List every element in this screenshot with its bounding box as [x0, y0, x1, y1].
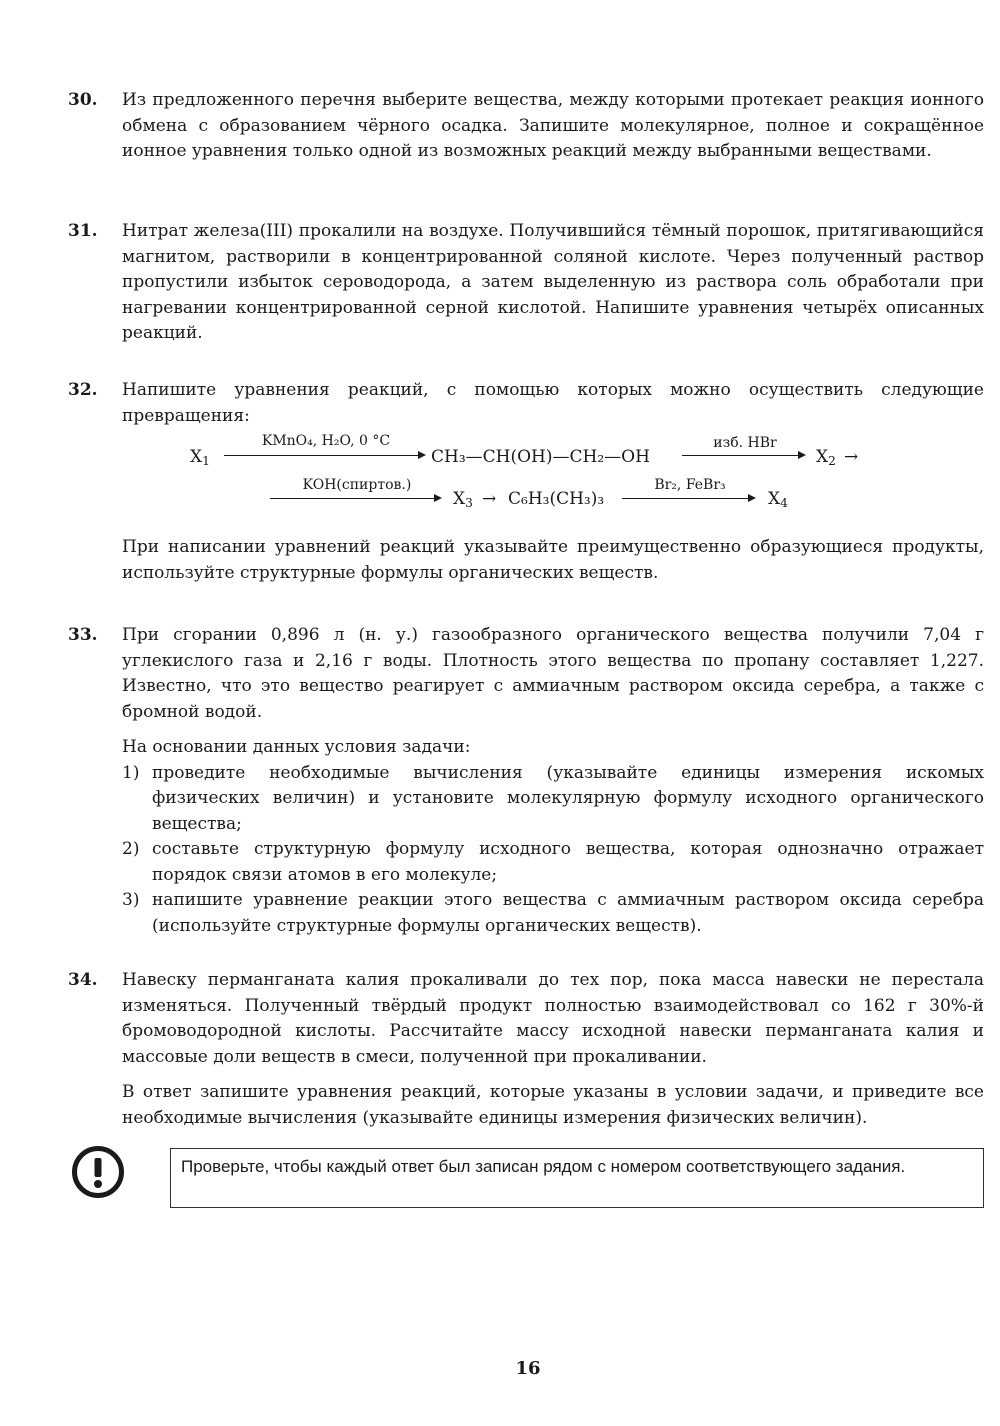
list-item: 1) проведите необходимые вычисления (указывайте единицы измерения искомых физических величин) и установите молекулярную формулу исходного органического вещества;: [122, 762, 984, 834]
arrow2-label: изб. HBr: [713, 435, 777, 451]
task-number: 32.: [68, 380, 98, 400]
page-number: 16: [515, 1358, 541, 1379]
compound1: CH₃—CH(OH)—CH₂—OH: [431, 447, 650, 467]
arrow3: [270, 498, 440, 499]
arrow2: [682, 455, 804, 456]
x3: $X_3$: [453, 489, 473, 511]
task-32: [68, 378, 984, 586]
list-item: 3) напишите уравнение реакции этого вещества с аммиачным раствором оксида серебра (используйте структурные формулы органических веществ).: [122, 890, 984, 936]
task-text: Нитрат железа(III) прокалили на воздухе. Получившийся тёмный порошок, притягивающийся магнитом, растворили в концентрированной соляной кислоте. Через полученный раствор пропустили избыток сероводорода, а затем выделенную из раствора соль обработали при нагревании концентрированной серной кислотой. Напишите уравнения четырёх описанных реакций.: [122, 221, 984, 343]
task-text: Навеску перманганата калия прокаливали до тех пор, пока масса навески не перестала изменяться. Полученный твёрдый продукт полностью взаимодействовал со 162 г 30%-й бромоводородной кислоты. Рассчитайте массу исходной навески перманганата калия и массовые доли веществ в смеси, полученной при прокаливании.: [122, 970, 984, 1067]
mid-arrow: →: [482, 489, 497, 509]
task-text: Из предложенного перечня выберите вещества, между которыми протекает реакция ионного обмена с образованием чёрного осадка. Запишите молекулярное, полное и сокращённое ионное уравнения только одной из возможных реакций между выбранными веществами.: [122, 90, 984, 161]
arrow1-label: KMnO₄, H₂O, 0 °C: [261, 433, 391, 449]
task-text: При сгорании 0,896 л (н. у.) газообразного органического вещества получили 7,04 г углекислого газа и 2,16 г воды. Плотность этого вещества по пропану составляет 1,227. Известно, что это вещество реагирует с аммиачным раствором оксида серебра, а также с бромной водой.: [122, 625, 984, 722]
arrow3-label: KOH(спиртов.): [302, 477, 412, 493]
x4: $X_4$: [768, 489, 788, 511]
list-item: 2) составьте структурную формулу исходного вещества, которая однозначно отражает порядок связи атомов в его молекуле;: [122, 839, 984, 885]
task-number: 30.: [68, 90, 98, 110]
task-31: [68, 219, 984, 347]
task-number: 34.: [68, 970, 98, 990]
arrow1: [224, 455, 424, 456]
compound2: C₆H₃(CH₃)₃: [508, 489, 605, 509]
task-note: При написании уравнений реакций указывайте преимущественно образующиеся продукты, используйте структурные формулы органических веществ.: [122, 537, 984, 583]
notice-text: Проверьте, чтобы каждый ответ был записан рядом с номером соответствующего задания.: [181, 1157, 906, 1176]
task-instruction: На основании данных условия задачи:: [122, 737, 471, 757]
arrow4: [622, 498, 754, 499]
notice-box: [170, 1148, 984, 1208]
task-34: [68, 968, 984, 1131]
x1: $X_1$: [190, 447, 210, 469]
x2: $X_2$: [816, 447, 836, 469]
task-answer-instruction: В ответ запишите уравнения реакций, которые указаны в условии задачи, и приведите все необходимые вычисления (указывайте единицы измерения физических величин).: [122, 1082, 984, 1128]
task-text: Напишите уравнения реакций, с помощью которых можно осуществить следующие превращения:: [122, 380, 984, 426]
task-number: 31.: [68, 221, 98, 241]
transformation-scheme: [122, 429, 984, 511]
task-30: [68, 88, 984, 165]
arrow4-label: Br₂, FeBr₃: [654, 477, 726, 493]
exclamation-circle-icon: [72, 1146, 124, 1198]
task-33: [68, 623, 984, 939]
trail-arrow: →: [844, 447, 859, 467]
task-number: 33.: [68, 625, 98, 645]
